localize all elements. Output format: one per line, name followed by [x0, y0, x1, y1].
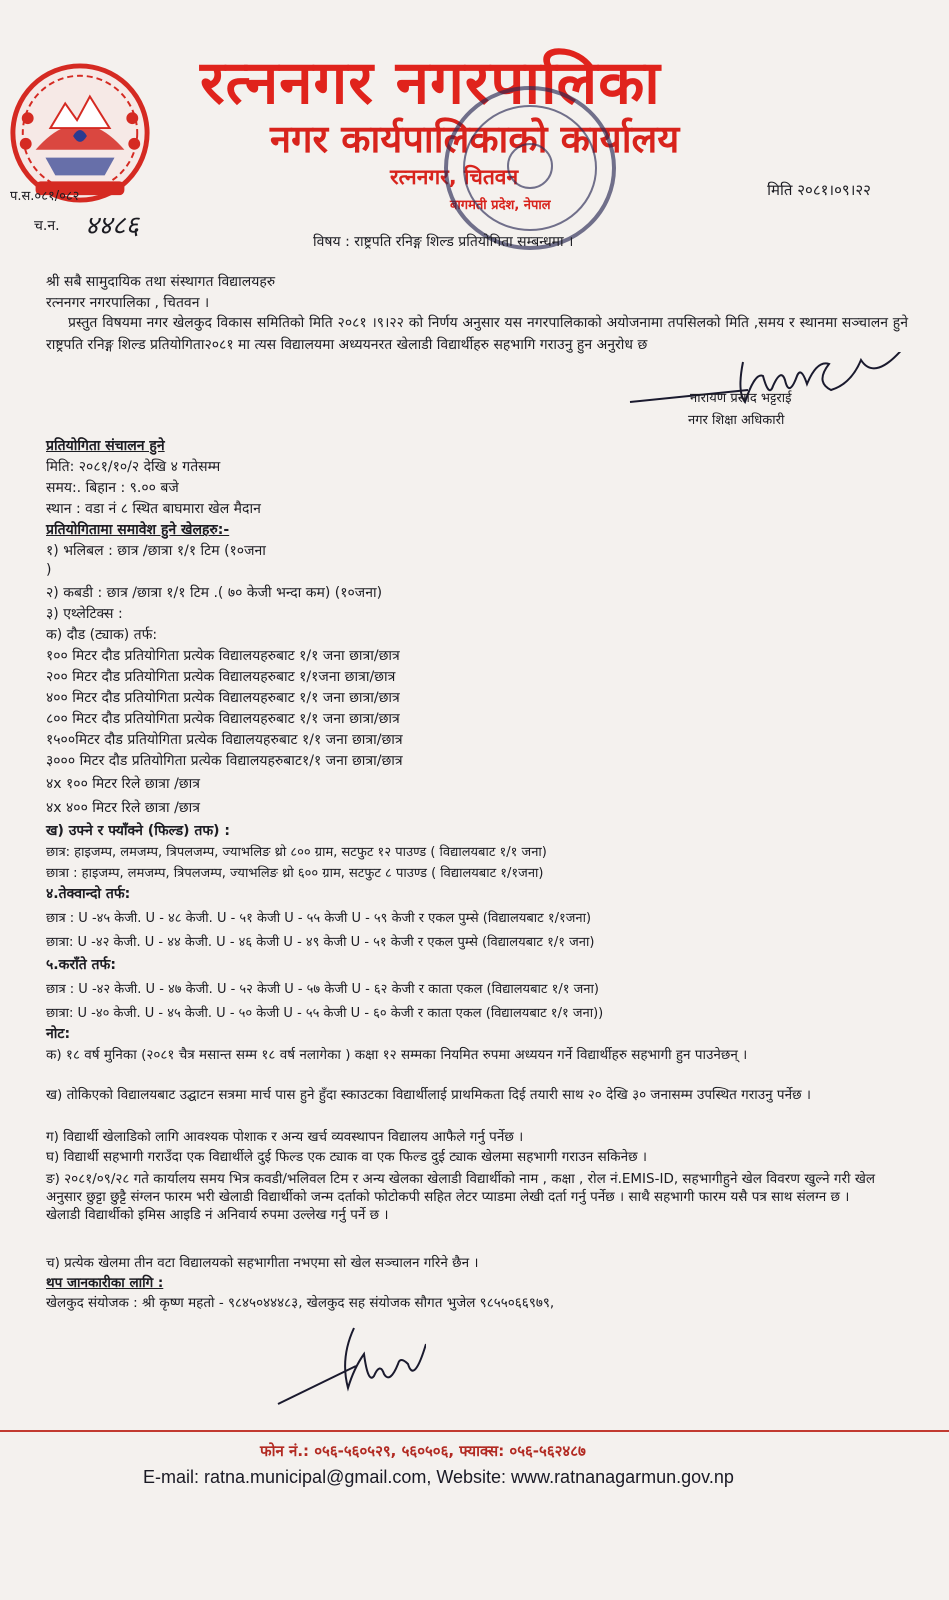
track-item: ३००० मिटर दौड प्रतियोगिता प्रत्येक विद्यालयहरुबाट१/१ जना छात्रा/छात्र	[46, 753, 403, 769]
track-item: १०० मिटर दौड प्रतियोगिता प्रत्येक विद्यालयहरुबाट १/१ जना छात्रा/छात्र	[46, 648, 400, 664]
details-heading: प्रतियोगिता संचालन हुने	[46, 438, 165, 454]
note-kha: ख) तोकिएको विद्यालयबाट उद्घाटन सत्रमा मार्च पास हुने हुँदा स्काउटका विद्यार्थीलाई प्राथमिकता दिई तयारी साथ २० देखि ३० जनासम्म उपस्थित गराउनु पर्नेछ ।	[46, 1087, 811, 1103]
letter-subject: विषय : राष्ट्रपति रनिङ्ग शिल्ड प्रतियोगिता सम्बन्धमा ।	[313, 234, 574, 250]
taekwondo-boys: छात्र : U -४५ केजी. U - ४८ केजी. U - ५१ केजी U - ५५ केजी U - ५९ केजी र एकल पुम्से (विद्यालयबाट १/१जना)	[46, 911, 592, 926]
track-item: १५००मिटर दौड प्रतियोगिता प्रत्येक विद्यालयहरुबाट १/१ जना छात्रा/छात्र	[46, 732, 403, 748]
taekwondo-girls: छात्रा: U -४२ केजी. U - ४४ केजी. U - ४६ केजी U - ४९ केजी U - ५१ केजी र एकल पुम्से (विद्यालयबाट १/१ जना)	[46, 935, 595, 950]
footer-divider	[0, 1430, 949, 1432]
signatory-name: नारायण प्रसाद भट्टराई	[690, 391, 792, 406]
field-heading: ख) उफ्ने र फ्याँक्ने (फिल्ड) तफ) :	[46, 823, 231, 839]
contact-details: खेलकुद संयोजक : श्री कृष्ण महतो - ९८४५०४४४८३, खेलकुद सह संयोजक सौगत भुजेल ९८५५०६६९७९,	[46, 1295, 555, 1311]
events-heading: प्रतियोगितामा समावेश हुने खेलहरु:-	[46, 522, 230, 538]
event-volleyball: १) भलिबल : छात्र /छात्रा १/१ टिम (१०जना	[46, 543, 266, 559]
karate-boys: छात्र : U -४२ केजी. U - ४७ केजी. U - ५२ केजी U - ५७ केजी U - ६२ केजी र काता एकल (विद्यालयबाट १/१ जना)	[46, 982, 599, 997]
note-nga: ङ) २०८१/०९/२८ गते कार्यालय समय भित्र कवडी/भलिवल टिम र अन्य खेलका खेलाडी विद्यार्थीको नाम , कक्षा , रोल नं.EMIS-ID, सहभागीहुने खेल विवरण खुल्ने गरी खेल अनुसार छुट्टा छुट्टै संग्लन फारम भरी खेलाडी विद्यार्थीको जन्म दर्ताको फोटोकपी सहित लेटर प्याडमा लेखी दर्ता गर्नु पर्नेछ । साथै सहभागी फारम यसै पत्र साथ संलग्न छ । खेलाडी विद्यार्थीको इमिस आइडि नं अनिवार्य रुपमा उल्लेख गर्नु पर्ने छ ।	[46, 1171, 876, 1223]
field-girls: छात्रा : हाइजम्प, लमजम्प, त्रिपलजम्प, ज्याभलिङ थ्रो ६०० ग्राम, सटफुट ८ पाउण्ड ( विद्यालयबाट १/१जना)	[46, 866, 544, 881]
field-boys: छात्र: हाइजम्प, लमजम्प, त्रिपलजम्प, ज्याभलिङ थ्रो ८०० ग्राम, सटफुट १२ पाउण्ड ( विद्यालयबाट १/१ जना)	[46, 845, 547, 860]
letter-date: मिति २०८१।०९।२२	[767, 181, 871, 199]
signatory-title: नगर शिक्षा अधिकारी	[688, 413, 785, 428]
event-kabaddi: २) कबडी : छात्र /छात्रा १/१ टिम .( ७० केजी भन्दा कम) (१०जना)	[46, 585, 383, 601]
details-date: मिति: २०८१/१०/२ देखि ४ गतेसम्म	[46, 459, 221, 475]
note-ga: ग) विद्यार्थी खेलाडिको लागि आवश्यक पोशाक र अन्य खर्च व्यवस्थापन विद्यालय आफैले गर्नु पर्नेछ ।	[46, 1129, 524, 1145]
karate-heading: ५.कराँते तर्फ:	[46, 957, 116, 973]
letter-paragraph: प्रस्तुत विषयमा नगर खेलकुद विकास समितिको मिति २०८१ ।९।२२ को निर्णय अनुसार यस नगरपालिकाको अयोजनामा तपसिलको मिति ,समय र स्थानमा सञ्चालन हुने राष्ट्रपति रनिङ्ग शिल्ड प्रतियोगिता२०८१ मा त्यस विद्यालयमा अध्ययनरत खेलाडी विद्यार्थीहरु सहभागि गराउनु हुन अनुरोध छ	[46, 315, 908, 353]
signature-icon	[276, 1326, 426, 1411]
note-cha: च) प्रत्येक खेलमा तीन वटा विद्यालयको सहभागीता नभएमा सो खेल सञ्चालन गरिने छैन ।	[46, 1255, 479, 1271]
municipality-name: रत्ननगर नगरपालिका	[200, 48, 661, 118]
recipient-line-1: श्री सबै सामुदायिक तथा संस्थागत विद्यालयहरु	[46, 274, 276, 290]
event-athletics: ३) एथ्लेटिक्स :	[46, 606, 123, 622]
office-name: नगर कार्यपालिकाको कार्यालय	[270, 117, 680, 161]
chalani-number: ४४८६	[85, 211, 140, 241]
contact-heading: थप जानकारीका लागि :	[46, 1275, 164, 1291]
taekwondo-heading: ४.तेक्वान्दो तर्फ:	[46, 886, 131, 902]
footer-phone: फोन नं.: ०५६-५६०५२९, ५६०५०६, फ्याक्स: ०५६-५६२४८७	[260, 1442, 586, 1460]
track-item: ४०० मिटर दौड प्रतियोगिता प्रत्येक विद्यालयहरुबाट १/१ जना छात्रा/छात्र	[46, 690, 400, 706]
relay-item: ४x ४०० मिटर रिले छात्रा /छात्र	[46, 800, 200, 816]
footer-contact: E-mail: ratna.municipal@gmail.com, Website: www.ratnanagarmun.gov.np	[143, 1467, 734, 1487]
track-item: २०० मिटर दौड प्रतियोगिता प्रत्येक विद्यालयहरुबाट १/१जना छात्रा/छात्र	[46, 669, 396, 685]
recipient-line-2: रत्ननगर नगरपालिका , चितवन ।	[46, 295, 210, 311]
office-stamp-icon	[438, 78, 623, 258]
note-gha: घ) विद्यार्थी सहभागी गराउँदा एक विद्यार्थीले दुई फिल्ड एक ट्याक वा एक फिल्ड दुई ट्याक खेलमा सहभागी गराउन सकिनेछ ।	[46, 1149, 647, 1165]
details-venue: स्थान : वडा नं ८ स्थित बाघमारा खेल मैदान	[46, 501, 261, 517]
track-heading: क) दौड (ट्याक) तर्फ:	[46, 627, 158, 643]
details-time: समय:. बिहान : ९.०० बजे	[46, 480, 179, 496]
relay-item: ४x १०० मिटर रिले छात्रा /छात्र	[46, 776, 200, 792]
notes-heading: नोट:	[46, 1026, 71, 1042]
chalani-label: च.न.	[34, 218, 60, 234]
office-province: बागमती प्रदेश, नेपाल	[450, 198, 551, 213]
patra-sankhya: प.स.०८१/०८२	[10, 189, 80, 204]
karate-girls: छात्रा: U -४० केजी. U - ४५ केजी. U - ५० केजी U - ५५ केजी U - ६० केजी र काता एकल (विद्यालयबाट १/१ जना))	[46, 1006, 604, 1021]
event-volleyball-cont: )	[46, 562, 52, 578]
office-location: रत्ननगर, चितवन	[390, 165, 519, 189]
track-item: ८०० मिटर दौड प्रतियोगिता प्रत्येक विद्यालयहरुबाट १/१ जना छात्रा/छात्र	[46, 711, 400, 727]
note-ka: क) १८ वर्ष मुनिका (२०८१ चैत्र मसान्त सम्म १८ वर्ष नलागेका ) कक्षा १२ सम्मका नियमित रुपमा अध्ययन गर्ने विद्यार्थीहरु सहभागी हुन पाउनेछन् ।	[46, 1047, 748, 1063]
